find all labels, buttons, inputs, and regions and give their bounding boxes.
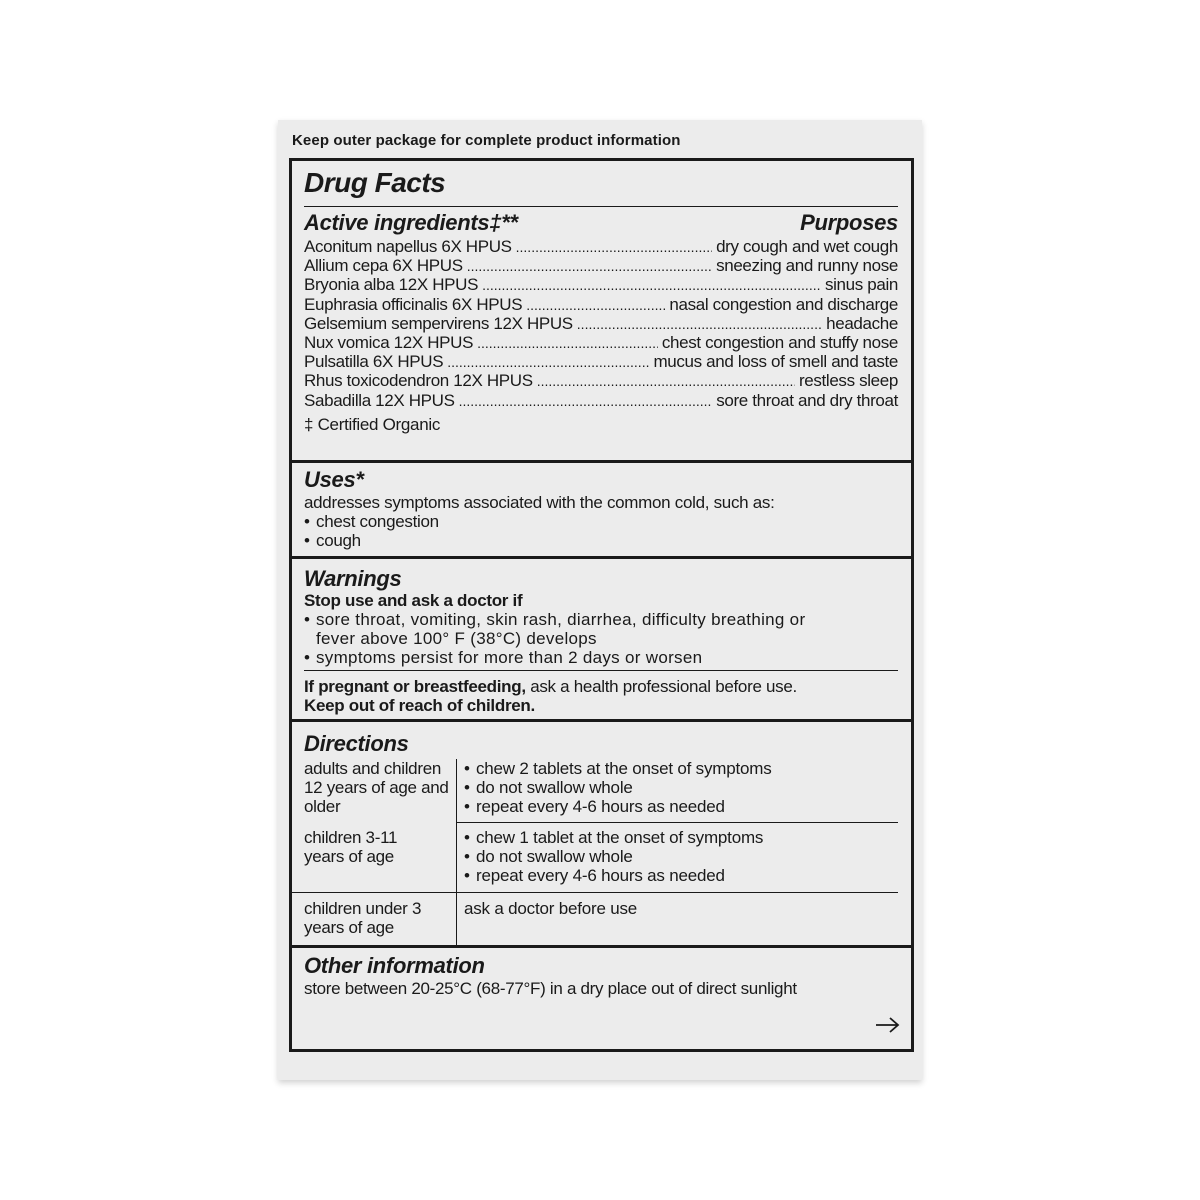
ingredient-purpose: sneezing and runny nose: [716, 256, 898, 276]
leader-dots: [577, 314, 822, 334]
arrow-right-icon: [875, 1010, 901, 1041]
directions-label: children under 3 years of age: [304, 899, 422, 938]
warnings-divider: [304, 670, 898, 671]
warnings-list: [304, 610, 844, 668]
ingredient-name: Bryonia alba 12X HPUS: [304, 275, 479, 295]
ingredient-row: [304, 295, 898, 314]
ingredient-row: [304, 314, 898, 333]
directions-list: [464, 759, 772, 817]
list-item: • cough: [304, 531, 439, 550]
ingredient-name: Rhus toxicodendron 12X HPUS: [304, 371, 533, 391]
section-divider: [292, 460, 911, 463]
list-item: • do not swallow whole: [464, 778, 772, 797]
drug-facts-panel: [289, 158, 914, 1052]
ingredient-row: [304, 275, 898, 294]
ingredient-name: Nux vomica 12X HPUS: [304, 333, 474, 352]
ingredient-purpose: chest congestion and stuffy nose: [661, 333, 898, 352]
ingredient-row: [304, 371, 898, 390]
keep-out-warning: Keep out of reach of children.: [304, 696, 535, 715]
pregnancy-warning-bold: If pregnant or breastfeeding,: [304, 677, 526, 696]
ingredient-purpose: headache: [826, 313, 898, 333]
page-title: Drug Facts: [304, 167, 446, 198]
ingredient-purpose: sore throat and dry throat: [716, 390, 898, 410]
ingredient-purpose: dry cough and wet cough: [716, 237, 898, 256]
leader-dots: [459, 391, 713, 411]
ingredient-name: Allium cepa 6X HPUS: [304, 256, 463, 276]
other-information-text: store between 20-25°C (68-77°F) in a dry place out of direct sunlight: [304, 979, 797, 998]
list-item: • symptoms persist for more than 2 days or worsen: [304, 648, 844, 667]
ingredient-purpose: sinus pain: [824, 275, 898, 295]
ingredient-row: [304, 256, 898, 275]
other-information-heading: Other information: [304, 953, 485, 978]
list-item: • sore throat, vomiting, skin rash, diarrhea, difficulty breathing or fever above 100° F (38°C) develops: [304, 610, 844, 648]
directions-list: [464, 828, 763, 886]
purposes-heading: Purposes: [800, 210, 898, 235]
list-item: • do not swallow whole: [464, 847, 763, 866]
leader-dots: [537, 371, 795, 391]
uses-intro: addresses symptoms associated with the common cold, such as:: [304, 493, 775, 512]
warnings-heading: Warnings: [304, 566, 402, 591]
section-divider: [292, 719, 911, 722]
leader-dots: [516, 237, 712, 257]
ingredient-name: Gelsemium sempervirens 12X HPUS: [304, 313, 573, 333]
list-item: • repeat every 4-6 hours as needed: [464, 797, 772, 816]
section-divider: [292, 945, 911, 948]
ingredient-name: Pulsatilla 6X HPUS: [304, 352, 444, 372]
section-divider: [292, 556, 911, 559]
uses-list: [304, 512, 439, 550]
directions-label: children 3-11 years of age: [304, 828, 398, 867]
leader-dots: [482, 275, 821, 295]
directions-row-divider: [456, 822, 898, 823]
ingredient-name: Sabadilla 12X HPUS: [304, 390, 455, 410]
ingredient-row: [304, 352, 898, 371]
ingredient-purpose: restless sleep: [798, 371, 898, 391]
list-item: • repeat every 4-6 hours as needed: [464, 866, 763, 885]
ingredient-purpose: nasal congestion and discharge: [669, 294, 898, 314]
title-divider: [304, 206, 898, 207]
certified-organic-footnote: ‡ Certified Organic: [304, 415, 441, 434]
drug-facts-card: [278, 120, 922, 1080]
ingredient-row: [304, 391, 898, 410]
directions-heading: Directions: [304, 731, 409, 756]
leader-dots: [467, 256, 712, 276]
directions-column-divider: [456, 759, 457, 945]
directions-label: adults and children 12 years of age and older: [304, 759, 449, 817]
stop-use-heading: Stop use and ask a doctor if: [304, 591, 523, 610]
ingredient-row: [304, 333, 898, 352]
ingredient-name: Euphrasia officinalis 6X HPUS: [304, 294, 523, 314]
ingredient-row: [304, 237, 898, 256]
list-item: • chew 1 tablet at the onset of symptoms: [464, 828, 763, 847]
ingredient-purpose: mucus and loss of smell and taste: [653, 352, 898, 372]
list-item: • chest congestion: [304, 512, 439, 531]
pregnancy-warning-text: ask a health professional before use.: [525, 677, 797, 696]
leader-dots: [477, 333, 658, 353]
uses-heading: Uses*: [304, 467, 364, 492]
ingredient-name: Aconitum napellus 6X HPUS: [304, 237, 512, 256]
directions-row-divider: [292, 892, 898, 893]
leader-dots: [447, 352, 649, 372]
active-ingredients-heading: Active ingredients‡**: [304, 210, 518, 235]
list-item: • chew 2 tablets at the onset of symptoms: [464, 759, 772, 778]
header-note: Keep outer package for complete product information: [292, 132, 681, 149]
leader-dots: [526, 295, 665, 315]
directions-text: ask a doctor before use: [464, 899, 638, 918]
pregnancy-warning: [304, 677, 797, 696]
